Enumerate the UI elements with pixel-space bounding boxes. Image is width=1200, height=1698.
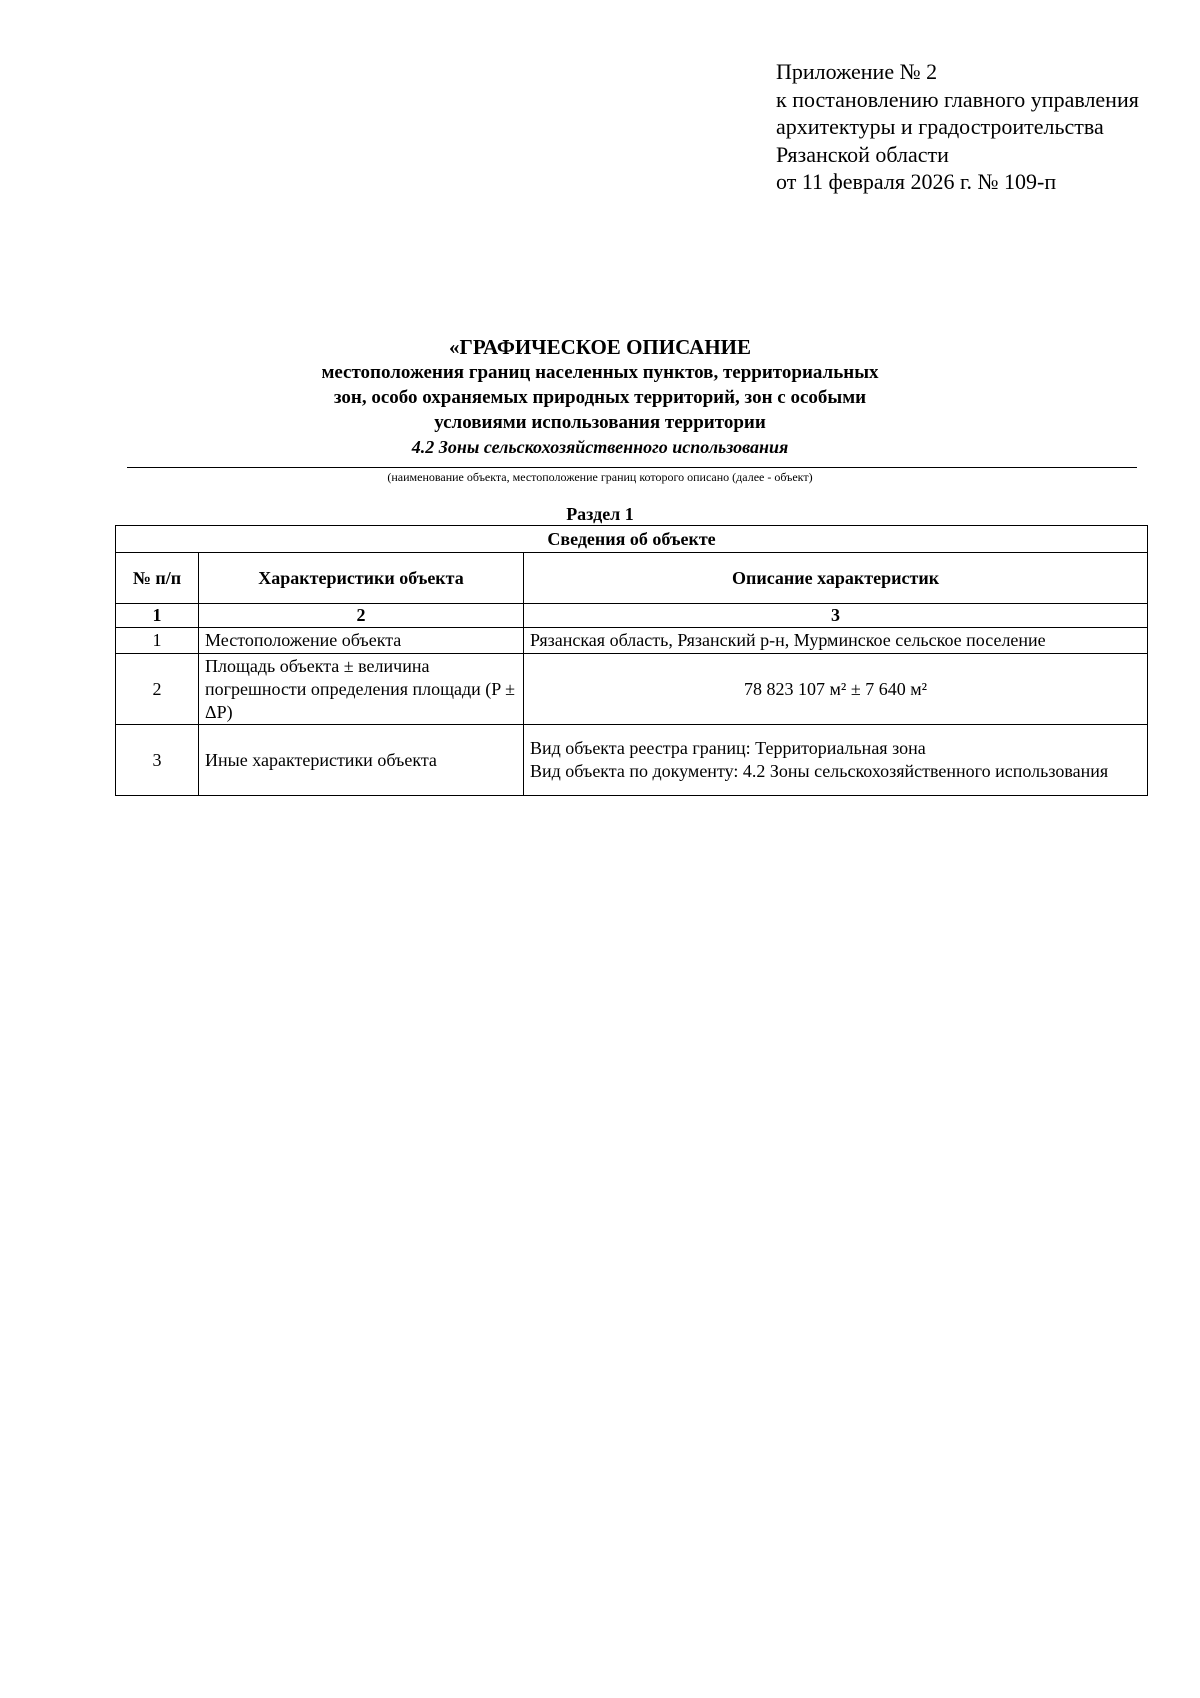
row-characteristic: Иные характеристики объекта — [199, 725, 524, 796]
table-title-row — [116, 526, 1148, 553]
table-row — [116, 725, 1148, 796]
table-row — [116, 654, 1148, 725]
document-subtitle-line: условиями использования территории — [434, 412, 766, 433]
row-num: 1 — [116, 628, 199, 654]
description-line: Вид объекта реестра границ: Территориальная зона — [530, 738, 926, 758]
row-characteristic: Местоположение объекта — [199, 628, 524, 654]
document-subtitle-line: зон, особо охраняемых природных территорий, зон с особыми — [333, 387, 867, 408]
header-description: Описание характеристик — [524, 553, 1148, 604]
header-num: № п/п — [116, 553, 199, 604]
document-title-block — [0, 334, 1200, 459]
appendix-line: архитектуры и градостроительства — [776, 114, 1104, 139]
description-line: Вид объекта по документу: 4.2 Зоны сельскохозяйственного использования — [530, 761, 1109, 781]
title-underline — [127, 467, 1137, 468]
header-characteristics: Характеристики объекта — [199, 553, 524, 604]
appendix-block — [776, 58, 1176, 196]
object-name-caption: (наименование объекта, местоположение границ которого описано (далее - объект) — [387, 470, 813, 484]
table-row — [116, 628, 1148, 654]
row-characteristic: Площадь объекта ± величина погрешности определения площади (P ± ΔP) — [199, 654, 524, 725]
document-title: «ГРАФИЧЕСКОЕ ОПИСАНИЕ — [448, 335, 752, 359]
row-num: 2 — [116, 654, 199, 725]
row-description — [524, 725, 1148, 796]
appendix-line: Рязанской области — [776, 141, 949, 167]
row-description: 78 823 107 м² ± 7 640 м² — [524, 654, 1148, 725]
document-subtitle-line: местоположения границ населенных пунктов, территориальных — [321, 362, 879, 383]
object-name: 4.2 Зоны сельскохозяйственного использования — [411, 437, 789, 457]
table-index-row — [116, 604, 1148, 628]
table-header-row — [116, 553, 1148, 604]
appendix-line: Приложение № 2 — [776, 59, 938, 84]
table-title: Сведения об объекте — [116, 526, 1148, 553]
row-description: Рязанская область, Рязанский р-н, Мурминское сельское поселение — [524, 628, 1148, 654]
index-cell: 1 — [116, 604, 199, 628]
appendix-line: к постановлению главного управления — [776, 86, 1139, 112]
object-info-table — [115, 525, 1148, 796]
index-cell: 3 — [524, 604, 1148, 628]
index-cell: 2 — [199, 604, 524, 628]
section-title: Раздел 1 — [566, 504, 634, 524]
appendix-line: от 11 февраля 2026 г. № 109-п — [776, 169, 1057, 194]
row-num: 3 — [116, 725, 199, 796]
